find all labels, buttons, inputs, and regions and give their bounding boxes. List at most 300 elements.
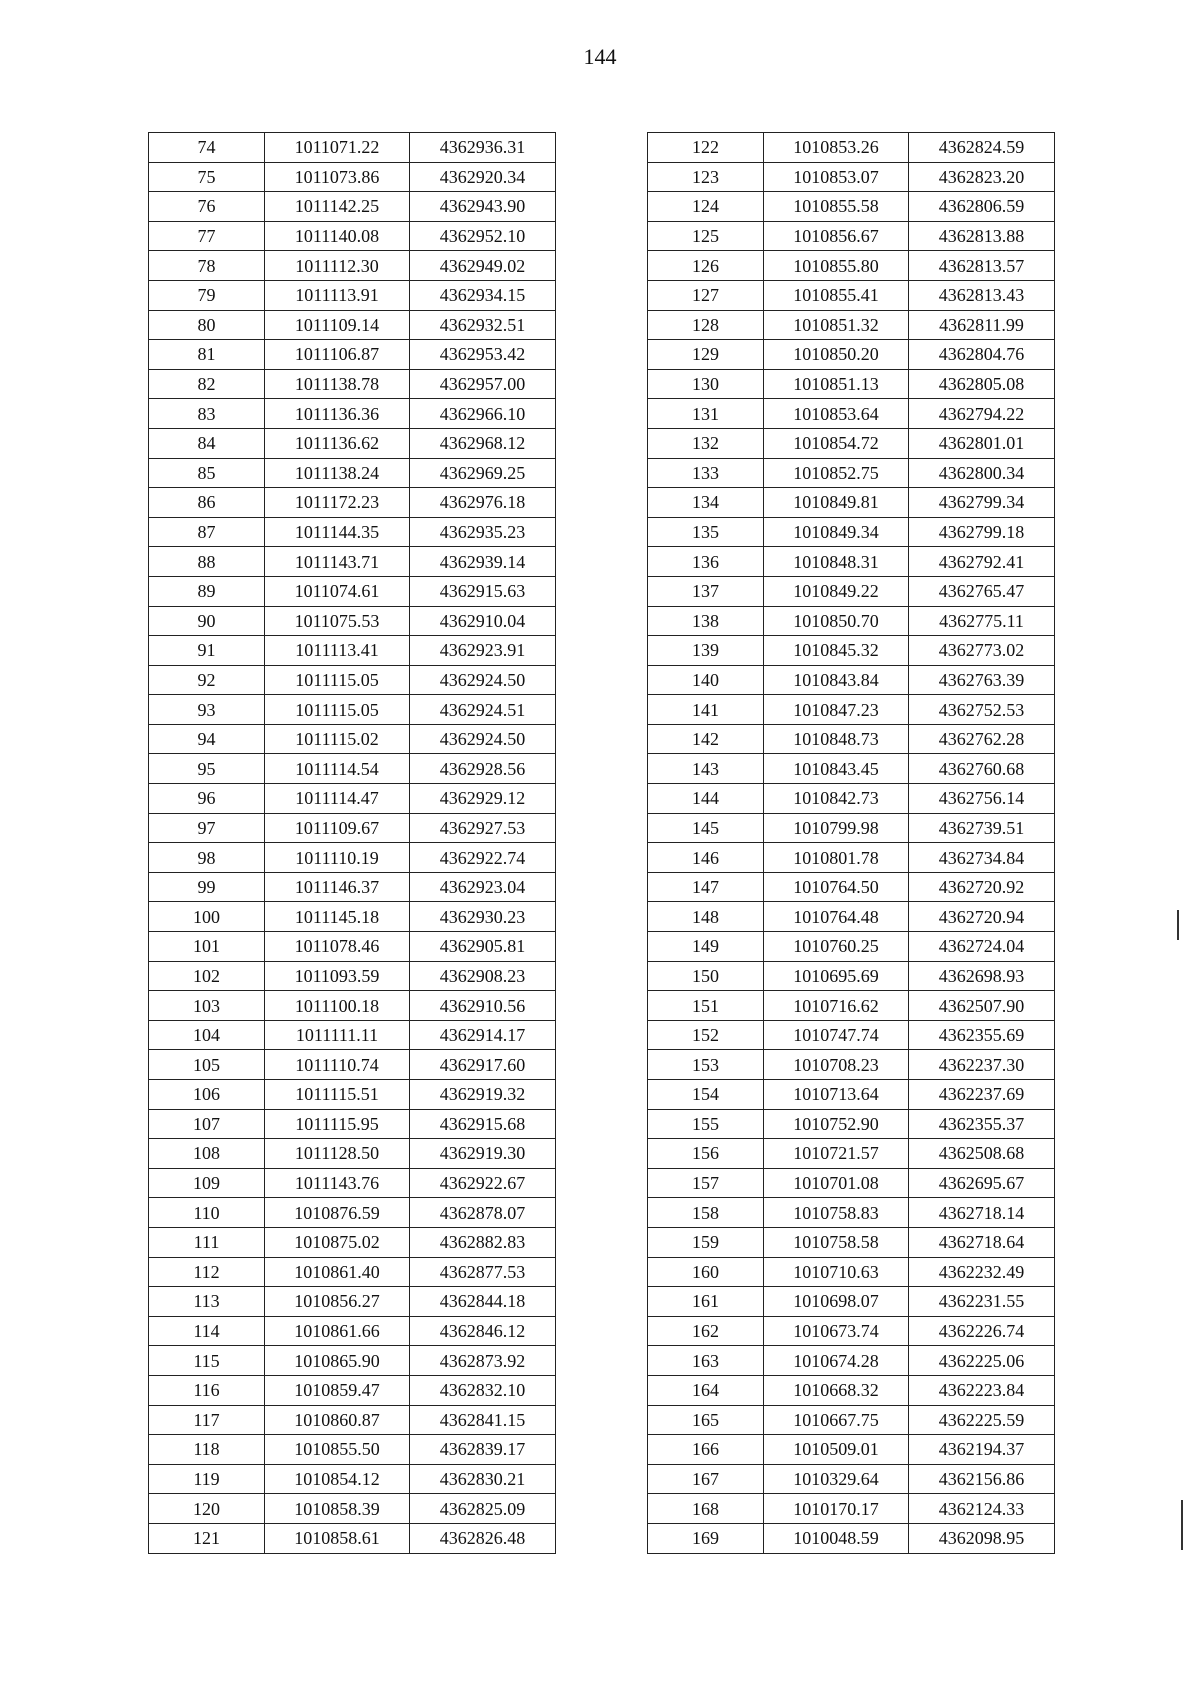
y-coordinate-cell: 4362915.63 (410, 576, 556, 606)
table-row (648, 1109, 1055, 1139)
table-row (648, 1464, 1055, 1494)
point-number-cell: 140 (648, 665, 764, 695)
table-row (149, 1080, 556, 1110)
y-coordinate-cell: 4362919.32 (410, 1080, 556, 1110)
point-number-cell: 161 (648, 1287, 764, 1317)
point-number-cell: 97 (149, 813, 265, 843)
point-number-cell: 113 (149, 1287, 265, 1317)
point-number-cell: 120 (149, 1494, 265, 1524)
point-number-cell: 75 (149, 162, 265, 192)
point-number-cell: 138 (648, 606, 764, 636)
y-coordinate-cell: 4362760.68 (909, 754, 1055, 784)
table-row (648, 310, 1055, 340)
table-row (149, 369, 556, 399)
x-coordinate-cell: 1010849.22 (764, 576, 909, 606)
point-number-cell: 118 (149, 1435, 265, 1465)
x-coordinate-cell: 1011073.86 (265, 162, 410, 192)
x-coordinate-cell: 1011136.36 (265, 399, 410, 429)
x-coordinate-cell: 1010170.17 (764, 1494, 909, 1524)
table-row (648, 1316, 1055, 1346)
y-coordinate-cell: 4362914.17 (410, 1020, 556, 1050)
point-number-cell: 139 (648, 636, 764, 666)
y-coordinate-cell: 4362952.10 (410, 221, 556, 251)
x-coordinate-cell: 1010801.78 (764, 843, 909, 873)
table-row (648, 1257, 1055, 1287)
x-coordinate-cell: 1010842.73 (764, 784, 909, 814)
y-coordinate-cell: 4362756.14 (909, 784, 1055, 814)
table-row (648, 1050, 1055, 1080)
table-row (648, 1168, 1055, 1198)
y-coordinate-cell: 4362698.93 (909, 961, 1055, 991)
table-row (149, 1494, 556, 1524)
point-number-cell: 151 (648, 991, 764, 1021)
y-coordinate-cell: 4362873.92 (410, 1346, 556, 1376)
x-coordinate-cell: 1011111.11 (265, 1020, 410, 1050)
point-number-cell: 142 (648, 724, 764, 754)
x-coordinate-cell: 1010855.50 (265, 1435, 410, 1465)
x-coordinate-cell: 1010856.67 (764, 221, 909, 251)
table-row (648, 1139, 1055, 1169)
x-coordinate-cell: 1010716.62 (764, 991, 909, 1021)
x-coordinate-cell: 1010859.47 (265, 1375, 410, 1405)
y-coordinate-cell: 4362804.76 (909, 340, 1055, 370)
point-number-cell: 84 (149, 428, 265, 458)
y-coordinate-cell: 4362232.49 (909, 1257, 1055, 1287)
table-row (648, 1287, 1055, 1317)
y-coordinate-cell: 4362226.74 (909, 1316, 1055, 1346)
point-number-cell: 133 (648, 458, 764, 488)
table-row (149, 813, 556, 843)
table-row (648, 902, 1055, 932)
table-row (648, 1435, 1055, 1465)
table-row (149, 1435, 556, 1465)
y-coordinate-cell: 4362794.22 (909, 399, 1055, 429)
point-number-cell: 153 (648, 1050, 764, 1080)
y-coordinate-cell: 4362237.69 (909, 1080, 1055, 1110)
x-coordinate-cell: 1010048.59 (764, 1523, 909, 1553)
x-coordinate-cell: 1011115.05 (265, 695, 410, 725)
y-coordinate-cell: 4362949.02 (410, 251, 556, 281)
point-number-cell: 123 (648, 162, 764, 192)
table-row (648, 932, 1055, 962)
y-coordinate-cell: 4362799.18 (909, 517, 1055, 547)
table-row (648, 576, 1055, 606)
x-coordinate-cell: 1011109.14 (265, 310, 410, 340)
x-coordinate-cell: 1010853.26 (764, 133, 909, 163)
y-coordinate-cell: 4362194.37 (909, 1435, 1055, 1465)
y-coordinate-cell: 4362905.81 (410, 932, 556, 962)
x-coordinate-cell: 1011140.08 (265, 221, 410, 251)
y-coordinate-cell: 4362724.04 (909, 932, 1055, 962)
table-row (149, 1168, 556, 1198)
point-number-cell: 106 (149, 1080, 265, 1110)
x-coordinate-cell: 1010847.23 (764, 695, 909, 725)
table-row (648, 517, 1055, 547)
y-coordinate-cell: 4362943.90 (410, 192, 556, 222)
table-row (149, 221, 556, 251)
y-coordinate-cell: 4362718.64 (909, 1227, 1055, 1257)
table-row (648, 872, 1055, 902)
x-coordinate-cell: 1011071.22 (265, 133, 410, 163)
y-coordinate-cell: 4362908.23 (410, 961, 556, 991)
point-number-cell: 135 (648, 517, 764, 547)
y-coordinate-cell: 4362910.04 (410, 606, 556, 636)
y-coordinate-cell: 4362839.17 (410, 1435, 556, 1465)
point-number-cell: 148 (648, 902, 764, 932)
point-number-cell: 108 (149, 1139, 265, 1169)
x-coordinate-cell: 1011138.24 (265, 458, 410, 488)
y-coordinate-cell: 4362825.09 (410, 1494, 556, 1524)
x-coordinate-cell: 1010861.40 (265, 1257, 410, 1287)
x-coordinate-cell: 1010668.32 (764, 1375, 909, 1405)
x-coordinate-cell: 1010701.08 (764, 1168, 909, 1198)
point-number-cell: 78 (149, 251, 265, 281)
x-coordinate-cell: 1010695.69 (764, 961, 909, 991)
y-coordinate-cell: 4362720.94 (909, 902, 1055, 932)
point-number-cell: 91 (149, 636, 265, 666)
point-number-cell: 165 (648, 1405, 764, 1435)
x-coordinate-cell: 1010509.01 (764, 1435, 909, 1465)
table-row (149, 488, 556, 518)
point-number-cell: 77 (149, 221, 265, 251)
table-row (149, 162, 556, 192)
point-number-cell: 86 (149, 488, 265, 518)
table-row (149, 310, 556, 340)
point-number-cell: 92 (149, 665, 265, 695)
x-coordinate-cell: 1011114.47 (265, 784, 410, 814)
x-coordinate-cell: 1010747.74 (764, 1020, 909, 1050)
y-coordinate-cell: 4362752.53 (909, 695, 1055, 725)
y-coordinate-cell: 4362830.21 (410, 1464, 556, 1494)
y-coordinate-cell: 4362695.67 (909, 1168, 1055, 1198)
x-coordinate-cell: 1011136.62 (265, 428, 410, 458)
y-coordinate-cell: 4362225.59 (909, 1405, 1055, 1435)
point-number-cell: 169 (648, 1523, 764, 1553)
y-coordinate-cell: 4362936.31 (410, 133, 556, 163)
point-number-cell: 109 (149, 1168, 265, 1198)
x-coordinate-cell: 1010860.87 (265, 1405, 410, 1435)
x-coordinate-cell: 1010853.64 (764, 399, 909, 429)
y-coordinate-cell: 4362922.74 (410, 843, 556, 873)
point-number-cell: 134 (648, 488, 764, 518)
table-row (648, 488, 1055, 518)
x-coordinate-cell: 1011144.35 (265, 517, 410, 547)
y-coordinate-cell: 4362832.10 (410, 1375, 556, 1405)
table-row (648, 1080, 1055, 1110)
y-coordinate-cell: 4362237.30 (909, 1050, 1055, 1080)
y-coordinate-cell: 4362763.39 (909, 665, 1055, 695)
x-coordinate-cell: 1010758.83 (764, 1198, 909, 1228)
y-coordinate-cell: 4362124.33 (909, 1494, 1055, 1524)
y-coordinate-cell: 4362841.15 (410, 1405, 556, 1435)
point-number-cell: 147 (648, 872, 764, 902)
table-body (648, 133, 1055, 1554)
x-coordinate-cell: 1010764.50 (764, 872, 909, 902)
point-number-cell: 168 (648, 1494, 764, 1524)
point-number-cell: 99 (149, 872, 265, 902)
x-coordinate-cell: 1010875.02 (265, 1227, 410, 1257)
x-coordinate-cell: 1011110.19 (265, 843, 410, 873)
point-number-cell: 98 (149, 843, 265, 873)
y-coordinate-cell: 4362924.50 (410, 665, 556, 695)
y-coordinate-cell: 4362910.56 (410, 991, 556, 1021)
table-row (149, 724, 556, 754)
table-body (149, 133, 556, 1554)
point-number-cell: 145 (648, 813, 764, 843)
x-coordinate-cell: 1011106.87 (265, 340, 410, 370)
table-row (149, 784, 556, 814)
x-coordinate-cell: 1010876.59 (265, 1198, 410, 1228)
y-coordinate-cell: 4362923.04 (410, 872, 556, 902)
table-row (149, 1405, 556, 1435)
point-number-cell: 74 (149, 133, 265, 163)
point-number-cell: 96 (149, 784, 265, 814)
point-number-cell: 124 (648, 192, 764, 222)
table-row (149, 932, 556, 962)
y-coordinate-cell: 4362929.12 (410, 784, 556, 814)
point-number-cell: 114 (149, 1316, 265, 1346)
y-coordinate-cell: 4362930.23 (410, 902, 556, 932)
table-row (149, 280, 556, 310)
y-coordinate-cell: 4362934.15 (410, 280, 556, 310)
y-coordinate-cell: 4362932.51 (410, 310, 556, 340)
table-row (149, 1464, 556, 1494)
x-coordinate-cell: 1010855.41 (764, 280, 909, 310)
point-number-cell: 94 (149, 724, 265, 754)
table-row (149, 1375, 556, 1405)
x-coordinate-cell: 1011143.76 (265, 1168, 410, 1198)
table-row (149, 340, 556, 370)
point-number-cell: 116 (149, 1375, 265, 1405)
point-number-cell: 154 (648, 1080, 764, 1110)
table-row (149, 428, 556, 458)
x-coordinate-cell: 1011142.25 (265, 192, 410, 222)
x-coordinate-cell: 1010674.28 (764, 1346, 909, 1376)
y-coordinate-cell: 4362773.02 (909, 636, 1055, 666)
point-number-cell: 137 (648, 576, 764, 606)
y-coordinate-cell: 4362878.07 (410, 1198, 556, 1228)
table-row (149, 843, 556, 873)
y-coordinate-cell: 4362762.28 (909, 724, 1055, 754)
table-row (648, 162, 1055, 192)
table-row (149, 606, 556, 636)
x-coordinate-cell: 1010713.64 (764, 1080, 909, 1110)
x-coordinate-cell: 1010710.63 (764, 1257, 909, 1287)
y-coordinate-cell: 4362098.95 (909, 1523, 1055, 1553)
y-coordinate-cell: 4362720.92 (909, 872, 1055, 902)
table-row (648, 961, 1055, 991)
point-number-cell: 146 (648, 843, 764, 873)
y-coordinate-cell: 4362957.00 (410, 369, 556, 399)
x-coordinate-cell: 1010843.84 (764, 665, 909, 695)
x-coordinate-cell: 1011093.59 (265, 961, 410, 991)
x-coordinate-cell: 1010708.23 (764, 1050, 909, 1080)
x-coordinate-cell: 1010673.74 (764, 1316, 909, 1346)
y-coordinate-cell: 4362919.30 (410, 1139, 556, 1169)
y-coordinate-cell: 4362823.20 (909, 162, 1055, 192)
point-number-cell: 89 (149, 576, 265, 606)
x-coordinate-cell: 1010721.57 (764, 1139, 909, 1169)
table-row (648, 1227, 1055, 1257)
point-number-cell: 102 (149, 961, 265, 991)
table-row (149, 192, 556, 222)
table-row (149, 517, 556, 547)
point-number-cell: 88 (149, 547, 265, 577)
x-coordinate-cell: 1010850.70 (764, 606, 909, 636)
y-coordinate-cell: 4362877.53 (410, 1257, 556, 1287)
point-number-cell: 117 (149, 1405, 265, 1435)
point-number-cell: 166 (648, 1435, 764, 1465)
table-row (648, 724, 1055, 754)
x-coordinate-cell: 1010752.90 (764, 1109, 909, 1139)
point-number-cell: 155 (648, 1109, 764, 1139)
point-number-cell: 143 (648, 754, 764, 784)
point-number-cell: 111 (149, 1227, 265, 1257)
table-row (149, 902, 556, 932)
x-coordinate-cell: 1010848.73 (764, 724, 909, 754)
x-coordinate-cell: 1011115.02 (265, 724, 410, 754)
x-coordinate-cell: 1010856.27 (265, 1287, 410, 1317)
y-coordinate-cell: 4362775.11 (909, 606, 1055, 636)
x-coordinate-cell: 1011100.18 (265, 991, 410, 1021)
y-coordinate-cell: 4362923.91 (410, 636, 556, 666)
table-row (648, 1020, 1055, 1050)
table-row (648, 369, 1055, 399)
y-coordinate-cell: 4362969.25 (410, 458, 556, 488)
point-number-cell: 159 (648, 1227, 764, 1257)
x-coordinate-cell: 1010667.75 (764, 1405, 909, 1435)
y-coordinate-cell: 4362507.90 (909, 991, 1055, 1021)
point-number-cell: 76 (149, 192, 265, 222)
y-coordinate-cell: 4362813.43 (909, 280, 1055, 310)
point-number-cell: 80 (149, 310, 265, 340)
point-number-cell: 115 (149, 1346, 265, 1376)
x-coordinate-cell: 1010855.58 (764, 192, 909, 222)
table-row (149, 1050, 556, 1080)
x-coordinate-cell: 1010858.39 (265, 1494, 410, 1524)
y-coordinate-cell: 4362813.57 (909, 251, 1055, 281)
table-row (149, 133, 556, 163)
point-number-cell: 150 (648, 961, 764, 991)
point-number-cell: 81 (149, 340, 265, 370)
table-row (648, 754, 1055, 784)
point-number-cell: 167 (648, 1464, 764, 1494)
point-number-cell: 164 (648, 1375, 764, 1405)
x-coordinate-cell: 1010858.61 (265, 1523, 410, 1553)
x-coordinate-cell: 1011138.78 (265, 369, 410, 399)
y-coordinate-cell: 4362824.59 (909, 133, 1055, 163)
y-coordinate-cell: 4362792.41 (909, 547, 1055, 577)
y-coordinate-cell: 4362844.18 (410, 1287, 556, 1317)
x-coordinate-cell: 1011113.91 (265, 280, 410, 310)
x-coordinate-cell: 1011114.54 (265, 754, 410, 784)
x-coordinate-cell: 1010854.12 (265, 1464, 410, 1494)
table-row (149, 665, 556, 695)
y-coordinate-cell: 4362968.12 (410, 428, 556, 458)
y-coordinate-cell: 4362231.55 (909, 1287, 1055, 1317)
x-coordinate-cell: 1010758.58 (764, 1227, 909, 1257)
y-coordinate-cell: 4362225.06 (909, 1346, 1055, 1376)
point-number-cell: 87 (149, 517, 265, 547)
x-coordinate-cell: 1011075.53 (265, 606, 410, 636)
y-coordinate-cell: 4362917.60 (410, 1050, 556, 1080)
y-coordinate-cell: 4362156.86 (909, 1464, 1055, 1494)
point-number-cell: 121 (149, 1523, 265, 1553)
point-number-cell: 129 (648, 340, 764, 370)
table-row (648, 458, 1055, 488)
point-number-cell: 144 (648, 784, 764, 814)
y-coordinate-cell: 4362826.48 (410, 1523, 556, 1553)
table-row (149, 1346, 556, 1376)
y-coordinate-cell: 4362801.01 (909, 428, 1055, 458)
table-row (149, 1109, 556, 1139)
point-number-cell: 152 (648, 1020, 764, 1050)
y-coordinate-cell: 4362799.34 (909, 488, 1055, 518)
table-row (149, 636, 556, 666)
x-coordinate-cell: 1010843.45 (764, 754, 909, 784)
point-number-cell: 130 (648, 369, 764, 399)
x-coordinate-cell: 1010854.72 (764, 428, 909, 458)
table-row (648, 843, 1055, 873)
table-row (648, 399, 1055, 429)
point-number-cell: 103 (149, 991, 265, 1021)
x-coordinate-cell: 1011143.71 (265, 547, 410, 577)
table-row (648, 991, 1055, 1021)
x-coordinate-cell: 1010849.81 (764, 488, 909, 518)
coordinates-table-left (148, 132, 556, 1554)
table-row (149, 1287, 556, 1317)
table-row (648, 606, 1055, 636)
table-row (648, 813, 1055, 843)
table-row (149, 872, 556, 902)
x-coordinate-cell: 1010848.31 (764, 547, 909, 577)
point-number-cell: 160 (648, 1257, 764, 1287)
point-number-cell: 107 (149, 1109, 265, 1139)
point-number-cell: 79 (149, 280, 265, 310)
table-row (648, 192, 1055, 222)
point-number-cell: 157 (648, 1168, 764, 1198)
table-row (648, 280, 1055, 310)
table-row (149, 1020, 556, 1050)
y-coordinate-cell: 4362939.14 (410, 547, 556, 577)
table-row (149, 1523, 556, 1553)
point-number-cell: 83 (149, 399, 265, 429)
y-coordinate-cell: 4362976.18 (410, 488, 556, 518)
point-number-cell: 105 (149, 1050, 265, 1080)
y-coordinate-cell: 4362813.88 (909, 221, 1055, 251)
x-coordinate-cell: 1010329.64 (764, 1464, 909, 1494)
y-coordinate-cell: 4362953.42 (410, 340, 556, 370)
x-coordinate-cell: 1010698.07 (764, 1287, 909, 1317)
point-number-cell: 149 (648, 932, 764, 962)
x-coordinate-cell: 1011172.23 (265, 488, 410, 518)
table-row (149, 1316, 556, 1346)
x-coordinate-cell: 1010865.90 (265, 1346, 410, 1376)
point-number-cell: 82 (149, 369, 265, 399)
point-number-cell: 100 (149, 902, 265, 932)
x-coordinate-cell: 1011145.18 (265, 902, 410, 932)
x-coordinate-cell: 1010852.75 (764, 458, 909, 488)
point-number-cell: 110 (149, 1198, 265, 1228)
x-coordinate-cell: 1011078.46 (265, 932, 410, 962)
table-row (149, 547, 556, 577)
y-coordinate-cell: 4362811.99 (909, 310, 1055, 340)
table-row (149, 251, 556, 281)
y-coordinate-cell: 4362800.34 (909, 458, 1055, 488)
x-coordinate-cell: 1010850.20 (764, 340, 909, 370)
table-row (149, 695, 556, 725)
x-coordinate-cell: 1010851.13 (764, 369, 909, 399)
